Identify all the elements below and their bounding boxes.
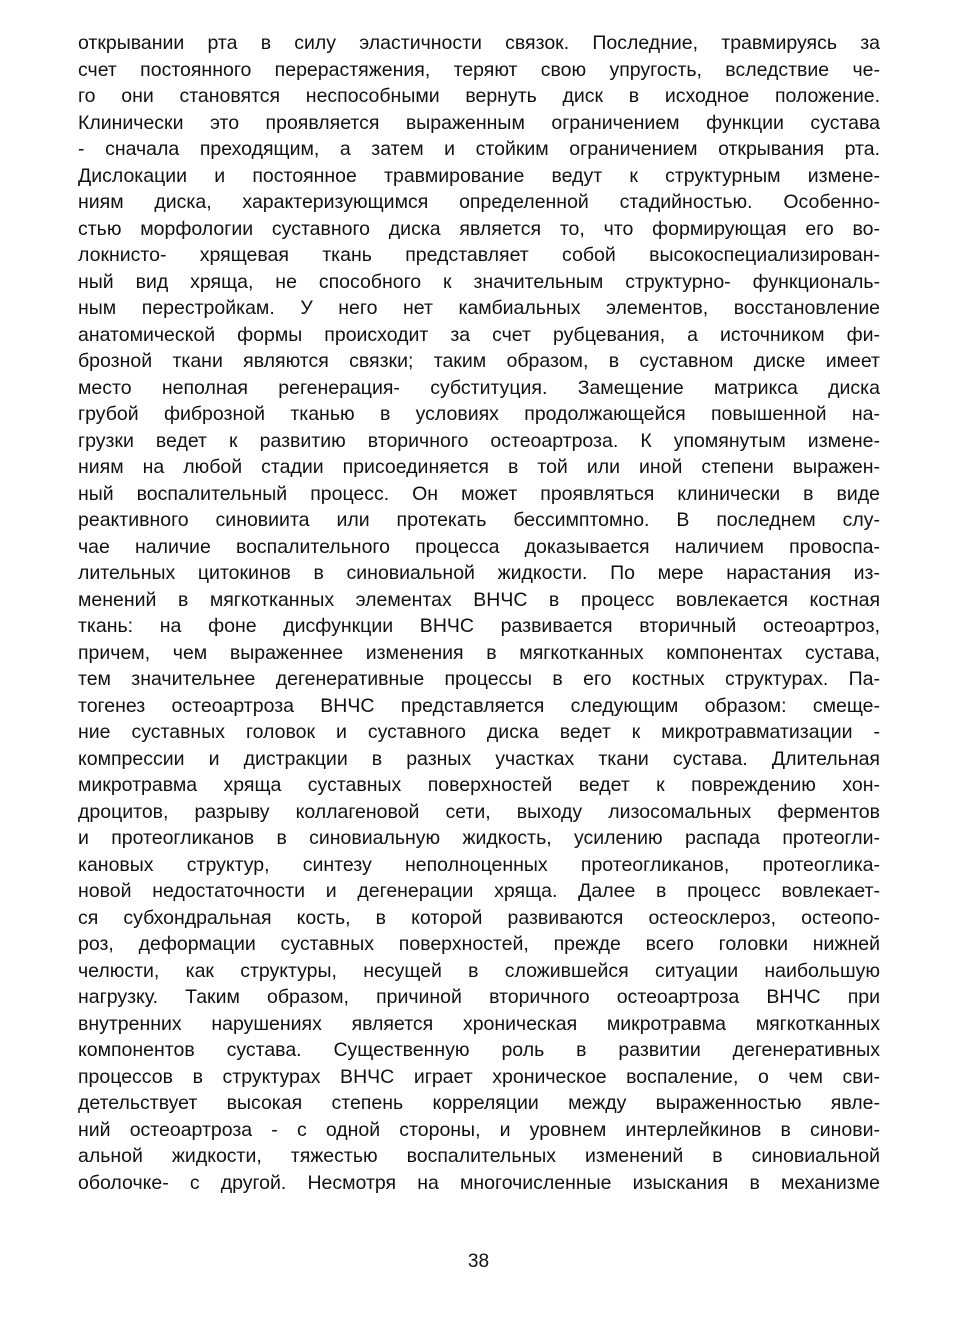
- text-line: детельствует высокая степень корреляции между выраженностью явле-: [78, 1092, 880, 1114]
- text-line: кановых структур, синтезу неполноценных протеогликанов, протеоглика-: [78, 853, 880, 876]
- text-line: ся субхондральная кость, в которой развиваются остеосклероз, остеопо-: [78, 906, 880, 929]
- text-line: локнисто- хрящевая ткань представляет собой высокоспециализирован-: [78, 244, 880, 266]
- text-line: ный вид хряща, не способного к значительным структурно- функциональ-: [78, 270, 880, 293]
- text-line: лительных цитокинов в синовиальной жидкости. По мере нарастания из-: [78, 562, 880, 584]
- page-number: 38: [467, 1251, 490, 1272]
- text-line: микротравма хряща суставных поверхностей ведет к повреждению хон-: [78, 774, 880, 796]
- text-line: место неполная регенерация- субституция. Замещение матрикса диска: [78, 376, 880, 399]
- text-line: компонентов сустава. Существенную роль в развитии дегенеративных: [78, 1039, 880, 1061]
- text-line: ниям диска, характеризующимся определенной стадийностью. Особенно-: [78, 191, 880, 213]
- text-line: внутренних нарушениях является хроническая микротравма мягкотканных: [78, 1012, 880, 1035]
- text-line: процессов в структурах ВНЧС играет хроническое воспаление, о чем сви-: [78, 1065, 880, 1088]
- text-line: счет постоянного перерастяжения, теряют свою упругость, вследствие че-: [78, 58, 880, 81]
- text-line: тем значительнее дегенеративные процессы в его костных структурах. Па-: [78, 668, 880, 690]
- text-line: и протеогликанов в синовиальную жидкость, усилению распада протеогли-: [78, 827, 880, 849]
- text-line: тогенез остеоартроза ВНЧС представляется следующим образом: смеще-: [78, 694, 880, 717]
- text-line: дроцитов, разрыву коллагеновой сети, выходу лизосомальных ферментов: [78, 800, 880, 823]
- text-line: - сначала преходящим, а затем и стойким ограничением открывания рта.: [78, 138, 880, 160]
- text-line: менений в мягкотканных элементах ВНЧС в процесс вовлекается костная: [78, 588, 880, 611]
- text-line: Клинически это проявляется выраженным ограничением функции сустава: [78, 111, 880, 134]
- text-line: роз, деформации суставных поверхностей, прежде всего головки нижней: [78, 933, 880, 955]
- text-line: оболочке- с другой. Несмотря на многочисленные изыскания в механизме: [78, 1171, 880, 1194]
- text-line: грузки ведет к развитию вторичного остеоартроза. К упомянутым измене-: [78, 429, 880, 452]
- text-line: челюсти, как структуры, несущей в сложившейся ситуации наибольшую: [78, 959, 880, 982]
- body-text: [78, 30, 880, 1196]
- text-line: компрессии и дистракции в разных участках ткани сустава. Длительная: [78, 747, 880, 770]
- text-line: чае наличие воспалительного процесса доказывается наличием провоспа-: [78, 535, 880, 558]
- text-line: ние суставных головок и суставного диска ведет к микротравматизации -: [78, 721, 880, 743]
- text-line: реактивного синовиита или протекать бессимптомно. В последнем слу-: [78, 509, 880, 531]
- text-line: брозной ткани являются связки; таким образом, в суставном диске имеет: [78, 350, 880, 372]
- text-line: нагрузку. Таким образом, причиной вторичного остеоартроза ВНЧС при: [78, 986, 880, 1008]
- text-line: грубой фиброзной тканью в условиях продолжающейся повышенной на-: [78, 403, 880, 425]
- text-line: причем, чем выраженнее изменения в мягкотканных компонентах сустава,: [78, 641, 880, 664]
- text-line: ным перестройкам. У него нет камбиальных элементов, восстановление: [78, 297, 880, 319]
- text-line: ниям на любой стадии присоединяется в той или иной степени выражен-: [78, 456, 880, 478]
- text-line: стью морфологии суставного диска является то, что формирующая его во-: [78, 217, 880, 240]
- text-line: го они становятся неспособными вернуть диск в исходное положение.: [78, 85, 880, 107]
- text-line: ный воспалительный процесс. Он может проявляться клинически в виде: [78, 482, 880, 505]
- text-line: Дислокации и постоянное травмирование ведут к структурным измене-: [78, 164, 880, 187]
- text-line: ткань: на фоне дисфункции ВНЧС развивается вторичный остеоартроз,: [78, 615, 880, 637]
- text-line: альной жидкости, тяжестью воспалительных изменений в синовиальной: [78, 1145, 880, 1167]
- text-line: открывании рта в силу эластичности связок. Последние, травмируясь за: [78, 32, 880, 54]
- text-line: ний остеоартроза - с одной стороны, и уровнем интерлейкинов в синови-: [78, 1118, 880, 1141]
- text-line: новой недостаточности и дегенерации хряща. Далее в процесс вовлекает-: [78, 880, 880, 902]
- text-line: анатомической формы происходит за счет рубцевания, а источником фи-: [78, 323, 880, 346]
